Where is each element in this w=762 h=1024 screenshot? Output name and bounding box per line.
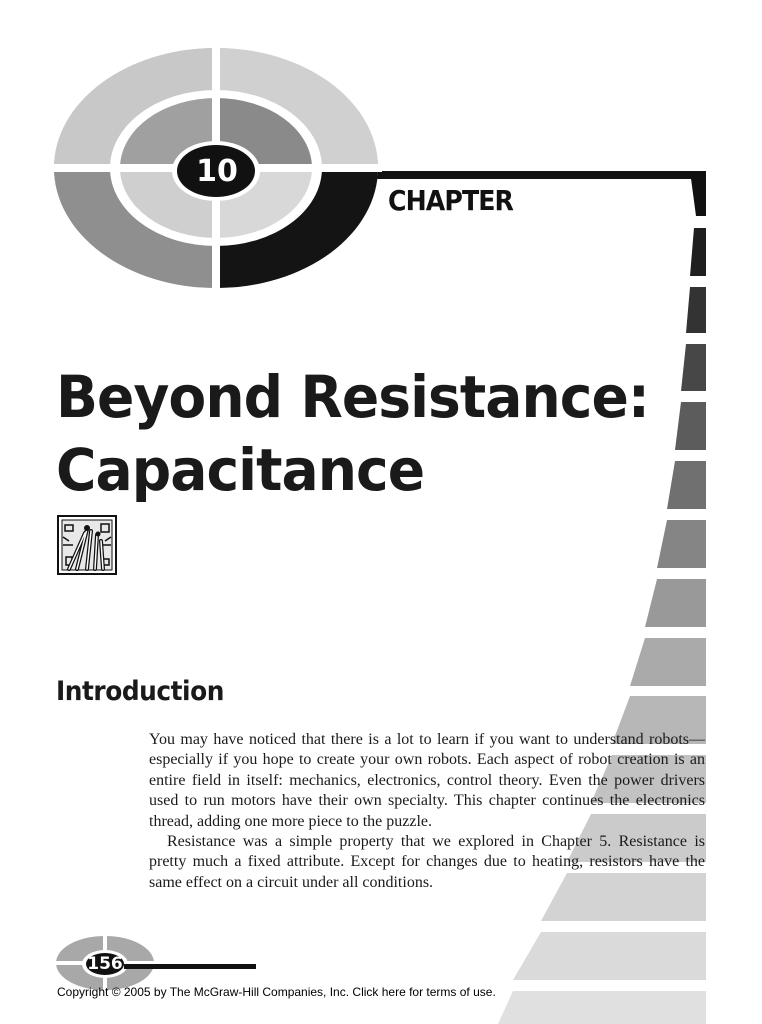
page-number: 156 — [87, 954, 123, 974]
web-resources-icon — [57, 515, 117, 575]
paragraph: You may have noticed that there is a lot to learn if you want to understand robots—especially if you hope to create your own robots. Each aspect of robot creation is an entire field in itself: mechanics, electronics, control theory. Even the power drivers used to run motors have their own specialty. This chapter continues the electronics thread, adding one more piece to the puzzle. — [149, 731, 705, 830]
section-heading: Introduction — [56, 676, 224, 707]
chapter-title-line-1: Beyond Resistance: — [56, 363, 649, 431]
body-text — [149, 730, 705, 893]
terms-of-use-link[interactable]: Click here for terms of use. — [352, 985, 496, 999]
chapter-title — [56, 361, 649, 507]
copyright-notice — [57, 985, 496, 999]
copyright-text: Copyright © 2005 by The McGraw-Hill Companies, Inc. — [57, 985, 353, 999]
paragraph: Resistance was a simple property that we explored in Chapter 5. Resistance is pretty much a fixed attribute. Except for changes due to heating, resistors have the same effect on a circuit under all conditions. — [149, 833, 705, 891]
chapter-number: 10 — [196, 154, 238, 189]
staircase-decoration — [498, 228, 706, 1024]
chapter-title-line-2: Capacitance — [56, 436, 425, 504]
chapter-label: CHAPTER — [388, 184, 514, 217]
